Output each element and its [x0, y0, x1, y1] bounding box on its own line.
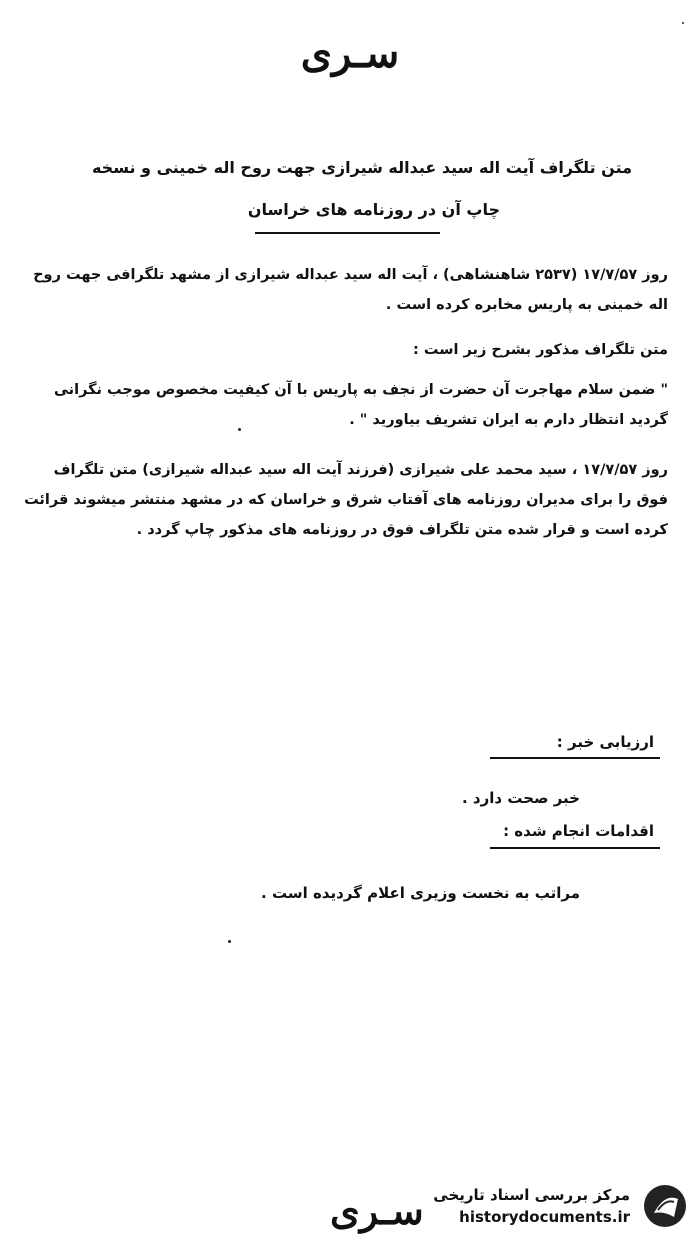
classification-header: سـری [300, 30, 400, 77]
paragraph-newspaper-publication: روز ۱۷/۷/۵۷ ، سید محمد علی شیرازی (فرزند آیت اله سید عبداله شیرازی) متن تلگراف فوق را برای مدیران روزنامه های آفتاب شرق و خراسان که در مشهد منتشر میشوند قرائت کرده است و قرار شده متن تلگراف فوق در روزنامه های مذکور چاپ گردد . [24, 462, 668, 538]
paragraph-telegram-quote: " ضمن سلام مهاجرت آن حضرت از نجف به پاریس با آن کیفیت مخصوص موجب نگرانی گردید انتظار دارم به ایران تشریف بیاورید " . [53, 382, 668, 428]
paragraph-telegram-intro: متن تلگراف مذکور بشرح زیر است : [413, 342, 668, 358]
scan-speck [228, 940, 231, 943]
evaluation-underline [490, 757, 660, 759]
document-title-line-1: متن تلگراف آیت اله سید عبداله شیرازی جهت روح اله خمینی و نسخه [91, 158, 632, 177]
document-title-line-2: چاپ آن در روزنامه های خراسان [247, 200, 500, 219]
scan-speck [682, 22, 684, 24]
document-center-logo-icon [642, 1183, 688, 1229]
actions-label: اقدامات انجام شده : [503, 822, 654, 840]
paragraph-telegram-sent: روز ۱۷/۷/۵۷ (۲۵۳۷ شاهنشاهی) ، آیت اله سید عبداله شیرازی از مشهد تلگرافی جهت روح اله خمینی به پاریس مخابره کرده است . [33, 267, 668, 313]
actions-underline [490, 847, 660, 849]
watermark [392, 1180, 692, 1234]
watermark-org-name: مرکز بررسی اسناد تاریخی [433, 1186, 630, 1204]
evaluation-value: خبر صحت دارد . [462, 789, 580, 807]
evaluation-label: ارزیابی خبر : [556, 733, 654, 751]
watermark-url: historydocuments.ir [459, 1208, 630, 1226]
scan-speck [238, 428, 241, 431]
actions-value: مراتب به نخست وزیری اعلام گردیده است . [261, 884, 580, 902]
classification-footer: سـری [330, 1188, 424, 1233]
title-underline [255, 232, 440, 234]
